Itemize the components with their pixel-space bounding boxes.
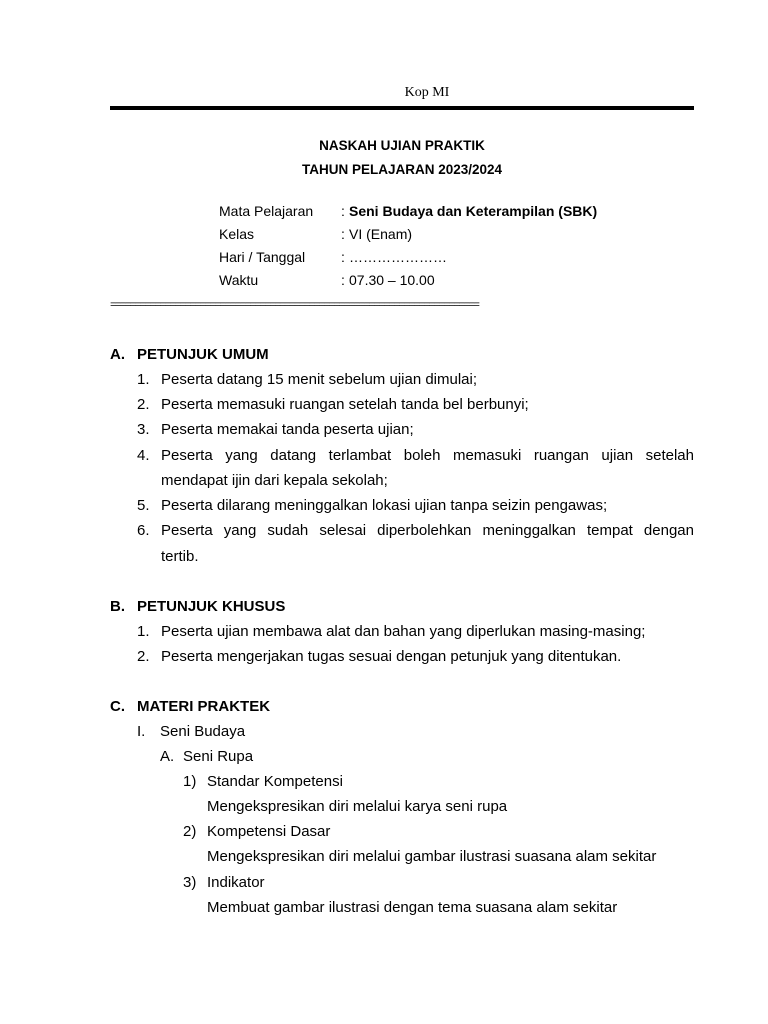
item-number: 2.: [137, 396, 150, 413]
info-row-date: [219, 249, 447, 265]
info-colon: :: [341, 272, 345, 288]
section-heading-a: [110, 346, 269, 363]
document-title: NASKAH UJIAN PRAKTIK: [319, 138, 485, 153]
outline-heading-seni-rupa: Seni Rupa: [183, 748, 254, 765]
info-value: Seni Budaya dan Keterampilan (SBK): [349, 203, 598, 219]
info-label: Mata Pelajaran: [219, 203, 314, 219]
outline-letter: A.: [160, 748, 175, 765]
outline-item-detail: Membuat gambar ilustrasi dengan tema suasana alam sekitar: [207, 899, 618, 916]
item-number: 3.: [137, 421, 150, 438]
item-number: 1.: [137, 371, 150, 388]
outline-item-detail: Mengekspresikan diri melalui karya seni rupa: [207, 798, 508, 815]
info-value: …………………: [349, 249, 447, 265]
outline-item-label: Kompetensi Dasar: [207, 823, 331, 840]
item-number: 5.: [137, 497, 150, 514]
section-heading-b: [110, 598, 285, 615]
outline-item-number: 3): [183, 874, 197, 891]
outline-heading-seni-budaya: Seni Budaya: [160, 723, 246, 740]
outline-item-detail: Mengekspresikan diri melalui gambar ilustrasi suasana alam sekitar: [207, 848, 657, 865]
outline-item-number: 1): [183, 773, 197, 790]
item-text: Peserta ujian membawa alat dan bahan yang diperlukan masing-masing;: [161, 623, 646, 640]
info-label: Waktu: [219, 272, 259, 288]
info-colon: :: [341, 226, 345, 242]
item-text: Peserta memakai tanda peserta ujian;: [161, 421, 414, 438]
item-text: Peserta dilarang meninggalkan lokasi ujian tanpa seizin pengawas;: [161, 497, 608, 514]
letterhead-placeholder: Kop MI: [404, 85, 450, 100]
item-text: Peserta yang datang terlambat boleh memasuki ruangan ujian setelah: [161, 447, 694, 464]
info-colon: :: [341, 249, 345, 265]
section-title: PETUNJUK UMUM: [137, 346, 269, 363]
info-row-subject: [219, 203, 597, 219]
item-text-continuation: mendapat ijin dari kepala sekolah;: [161, 472, 388, 489]
info-value: VI (Enam): [349, 226, 413, 242]
item-text: Peserta memasuki ruangan setelah tanda bel berbunyi;: [161, 396, 529, 413]
item-text-continuation: tertib.: [161, 548, 199, 565]
item-text: Peserta yang sudah selesai diperbolehkan meninggalkan tempat dengan: [161, 522, 694, 539]
academic-year: TAHUN PELAJARAN 2023/2024: [301, 162, 503, 177]
outline-item-number: 2): [183, 823, 197, 840]
item-number: 1.: [137, 623, 150, 640]
item-number: 6.: [137, 522, 150, 539]
info-colon: :: [341, 203, 345, 219]
info-value: 07.30 – 10.00: [349, 272, 435, 288]
header-rule: [110, 106, 694, 110]
info-label: Hari / Tanggal: [219, 249, 306, 265]
item-number: 4.: [137, 447, 150, 464]
section-title: PETUNJUK KHUSUS: [137, 598, 286, 615]
item-text: Peserta datang 15 menit sebelum ujian dimulai;: [161, 371, 478, 388]
separator-line: ==========================================================================: [110, 300, 479, 312]
item-text: Peserta mengerjakan tugas sesuai dengan petunjuk yang ditentukan.: [161, 648, 622, 665]
section-letter: B.: [110, 598, 125, 615]
info-row-class: [219, 226, 412, 242]
section-title: MATERI PRAKTEK: [137, 698, 271, 715]
outline-item-label: Standar Kompetensi: [207, 773, 343, 790]
section-letter: C.: [110, 698, 125, 715]
outline-item-label: Indikator: [207, 874, 265, 891]
section-letter: A.: [110, 346, 125, 363]
info-label: Kelas: [219, 226, 255, 242]
outline-number-roman: I.: [137, 723, 146, 740]
section-heading-c: [110, 698, 270, 715]
info-row-time: [219, 272, 435, 288]
item-number: 2.: [137, 648, 150, 665]
